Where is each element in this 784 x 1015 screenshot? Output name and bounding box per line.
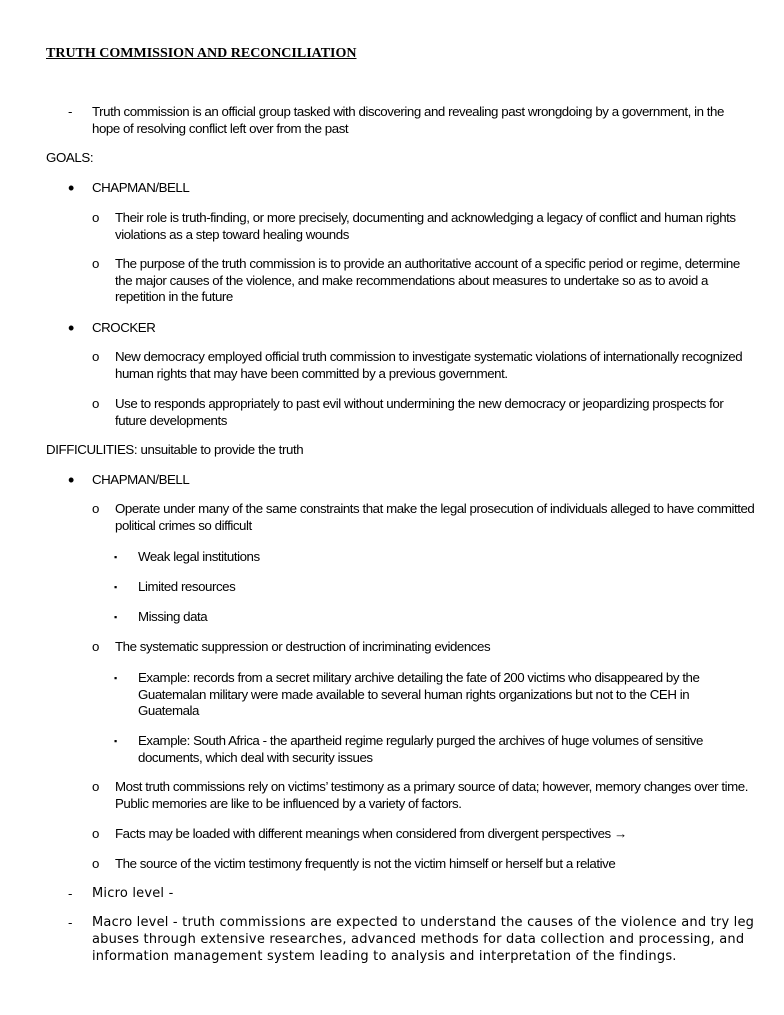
circle-marker: o <box>92 501 99 516</box>
circle-marker: o <box>92 396 99 411</box>
example-south-africa-text: Example: South Africa - the apartheid regime regularly purged the archives of huge volumes of sensitive documents, which deal with security issues <box>138 733 703 765</box>
difficulties-heading: DIFFICULITIES: unsuitable to provide the truth <box>46 442 304 457</box>
macro-level-line-2: abuses through extensive researches, advanced methods for data collection and processing, and <box>92 932 745 947</box>
micro-level-text: Micro level - <box>92 886 174 901</box>
macro-level-line-1: Macro level - truth commissions are expected to understand the causes of the violence and try leg <box>92 915 755 930</box>
circle-marker: o <box>92 826 99 841</box>
circle-marker: o <box>92 210 99 225</box>
circle-marker: o <box>92 779 99 794</box>
difficulty-source-text: The source of the victim testimony frequently is not the victim himself or herself but a relative <box>115 856 616 871</box>
square-marker: ▪ <box>114 582 117 592</box>
constraint-missing-data-text: Missing data <box>138 609 208 624</box>
square-marker: ▪ <box>114 736 117 746</box>
dash-marker: - <box>68 915 72 930</box>
difficulty-meanings-text: Facts may be loaded with different meanings when considered from divergent perspectives → <box>115 826 627 841</box>
document-title: TRUTH COMMISSION AND RECONCILIATION <box>46 46 357 61</box>
circle-marker: o <box>92 639 99 654</box>
square-marker: ▪ <box>114 673 117 683</box>
macro-level-line-3: information management system leading to analysis and interpretation of the findings. <box>92 949 677 964</box>
dash-marker: - <box>68 886 72 901</box>
difficulties-chapman-bell-label: CHAPMAN/BELL <box>92 472 190 487</box>
square-marker: ▪ <box>114 552 117 562</box>
goals-chapman-bell-label: CHAPMAN/BELL <box>92 180 190 195</box>
circle-marker: o <box>92 256 99 271</box>
goals-chapman-point-2-text: The purpose of the truth commission is to provide an authoritative account of a specific period or regime, determine the major causes of the violence, and make recommendations about measures to undertake so as to avoid a repetition in the future <box>115 256 740 305</box>
dash-marker: - <box>68 104 72 119</box>
constraint-weak-institutions-text: Weak legal institutions <box>138 549 260 564</box>
difficulty-suppression-text: The systematic suppression or destruction of incriminating evidences <box>115 639 491 654</box>
definition-text: Truth commission is an official group tasked with discovering and revealing past wrongdoing by a government, in the hope of resolving conflict left over from the past <box>92 104 724 136</box>
bullet-marker: • <box>68 318 74 338</box>
bullet-marker: • <box>68 470 74 490</box>
goals-crocker-point-2-text: Use to responds appropriately to past evil without undermining the new democracy or jeopardizing prospects for future developments <box>115 396 724 428</box>
difficulty-testimony-text: Most truth commissions rely on victims’ testimony as a primary source of data; however, memory changes over time. Public memories are like to be influenced by a variety of factors. <box>115 779 748 811</box>
goals-crocker-label: CROCKER <box>92 320 156 335</box>
goals-chapman-point-1-text: Their role is truth-finding, or more precisely, documenting and acknowledging a legacy of conflict and human rights violations as a step toward healing wounds <box>115 210 736 242</box>
example-guatemala-text: Example: records from a secret military archive detailing the fate of 200 victims who disappeared by the Guatemalan military were made available to several human rights organizations but not to the CEH in Guatemala <box>138 670 700 719</box>
difficulty-constraints-text: Operate under many of the same constraints that make the legal prosecution of individuals alleged to have committed political crimes so difficult <box>115 501 755 533</box>
goals-crocker-point-1-text: New democracy employed official truth commission to investigate systematic violations of internationally recognized human rights that may have been committed by a previous government. <box>115 349 743 381</box>
circle-marker: o <box>92 856 99 871</box>
circle-marker: o <box>92 349 99 364</box>
square-marker: ▪ <box>114 612 117 622</box>
goals-heading: GOALS: <box>46 150 94 165</box>
bullet-marker: • <box>68 178 74 198</box>
constraint-limited-resources-text: Limited resources <box>138 579 236 594</box>
